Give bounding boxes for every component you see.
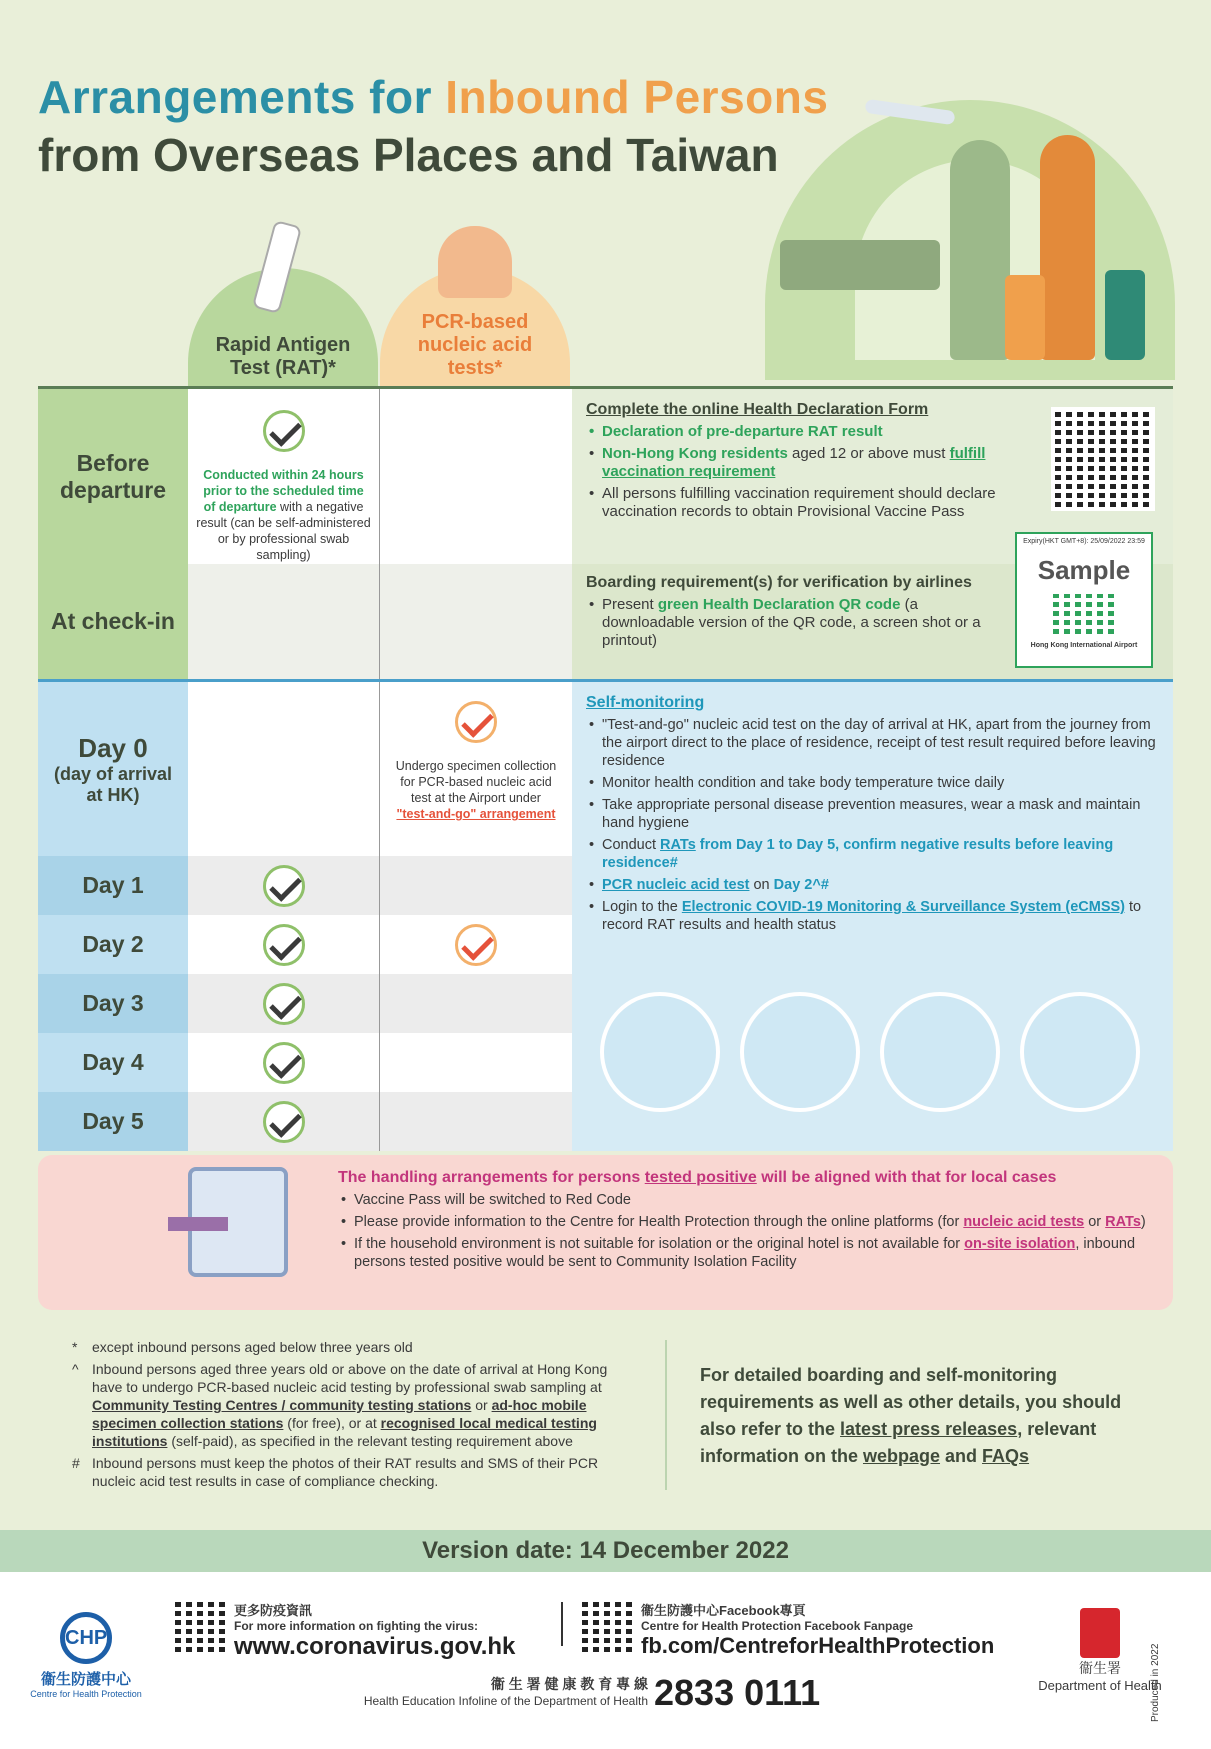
- press-releases-link[interactable]: latest press releases: [840, 1419, 1018, 1439]
- test-and-go-note: Undergo specimen collection for PCR-based nucleic acid test at the Airport under "test-and-go" arrangement: [395, 759, 557, 821]
- rat-column-header: Rapid Antigen Test (RAT)*: [188, 268, 378, 386]
- thermometer-icon: [880, 992, 1000, 1112]
- row-day-2: Day 2: [38, 915, 1173, 974]
- rats-link[interactable]: RATs: [660, 837, 696, 853]
- footnotes: * except inbound persons aged below three years old ^ Inbound persons aged three years old or above on the date of arrival at Hong Kong have to undergo PCR-based nucleic acid testing by professional swab sampling at Community Testing Centres / community testing stations or ad-hoc mobile specimen collection stations (for free), or at recognised local medical testing institutions (self-paid), as specified in the relevant testing requirement above # Inbound persons must keep the photos of their RAT results and SMS of their PCR nucleic acid test results in case of compliance checking.: [72, 1339, 608, 1489]
- footer: CHP 衞生防護中心 Centre for Health Protection 更多防疫資訊 For more information on fighting the virus: www.coronavirus.gov.hk 衞生防護中心Facebook專頁 Centre for Health Protection Facebook Fanpage fb.com/CentreforHealthProtection 衞 生 署 健 康 教 育 專 線 Health Education Infoline of the Department of Health 2833 0111 衞生署 Department of Health Produced in 2022: [0, 1572, 1211, 1749]
- checkmark-icon: [263, 924, 305, 966]
- vaccination-item: • Non-Hong Kong residents aged 12 or above must fulfill vaccination requirement: [586, 445, 996, 481]
- vaccination-link[interactable]: fulfill vaccination requirement: [602, 445, 986, 480]
- airport-illustration: [765, 100, 1175, 380]
- facebook-url-link[interactable]: fb.com/CentreforHealthProtection: [641, 1633, 995, 1658]
- doh-emblem-icon: [1080, 1608, 1120, 1658]
- monitor-item: • Login to the Electronic COVID-19 Monitoring & Surveillance System (eCMSS) to record RAT results and health status: [586, 898, 1159, 934]
- checkmark-icon: [263, 410, 305, 452]
- checkmark-icon: [263, 865, 305, 907]
- seats-icon: [780, 240, 940, 290]
- page-title: Arrangements for Inbound Persons: [38, 71, 829, 123]
- row-day-4: Day 4: [38, 1033, 1173, 1092]
- suitcase-icon: [1105, 270, 1145, 360]
- mask-icon: [740, 992, 860, 1112]
- rat-kit-icon: [252, 220, 302, 314]
- row-day-5: Day 5: [38, 1092, 1173, 1151]
- traveller-icon: [950, 140, 1010, 360]
- boarding-heading: Boarding requirement(s) for verification by airlines: [586, 574, 972, 591]
- mobile-stations-link[interactable]: ad-hoc mobile specimen collection stations: [92, 1397, 587, 1431]
- checkmark-icon: [455, 924, 497, 966]
- qr-code-item: • Present green Health Declaration QR code (a downloadable version of the QR code, a screen shot or a printout): [586, 596, 996, 650]
- rat-before-note: Conducted within 24 hours prior to the scheduled time of departure with a negative result (can be self-administered or by professional swab sampling): [196, 468, 371, 562]
- positive-heading: The handling arrangements for persons tested positive will be aligned with that for local cases: [338, 1169, 1057, 1186]
- positive-item: • Vaccine Pass will be switched to Red Code: [338, 1191, 1158, 1209]
- row-label: At check-in: [38, 564, 188, 679]
- nat-link[interactable]: nucleic acid tests: [963, 1214, 1085, 1230]
- self-monitoring-heading[interactable]: Self-monitoring: [586, 694, 705, 711]
- divider: [665, 1340, 667, 1490]
- row-before-departure: [38, 386, 1173, 564]
- checkmark-icon: [263, 1101, 305, 1143]
- detail-note: For detailed boarding and self-monitoring requirements as well as other details, you should also refer to the latest press releases, relevant information on the webpage and FAQs: [700, 1365, 1122, 1466]
- handwash-icon: [600, 992, 720, 1112]
- monitor-item: • Monitor health condition and take body temperature twice daily: [586, 774, 1159, 792]
- row-day-3: Day 3: [38, 974, 1173, 1033]
- pre-departure-rat-item: • Declaration of pre-departure RAT result: [586, 423, 996, 441]
- test-and-go-link[interactable]: "test-and-go" arrangement: [396, 807, 556, 821]
- faqs-link[interactable]: FAQs: [982, 1446, 1030, 1466]
- self-monitoring-panel: [572, 682, 1173, 1151]
- testing-centres-link[interactable]: Community Testing Centres / community testing stations: [92, 1397, 472, 1413]
- monitor-item: • PCR nucleic acid test on Day 2^#: [586, 876, 1159, 894]
- swab-icon: [438, 226, 512, 298]
- qr-code-icon: [1049, 590, 1119, 638]
- medical-institutions-link[interactable]: recognised local medical testing institutions: [92, 1415, 597, 1449]
- positive-item: • Please provide information to the Centre for Health Protection through the online platforms (for nucleic acid tests or RATs): [338, 1213, 1158, 1231]
- page-subtitle: from Overseas Places and Taiwan: [38, 129, 779, 181]
- checkmark-icon: [455, 701, 497, 743]
- qr-code-icon[interactable]: [175, 1602, 225, 1652]
- chp-logo: CHP 衞生防護中心 Centre for Health Protection: [26, 1612, 146, 1699]
- suitcase-icon: [1005, 275, 1045, 360]
- onsite-isolation-link[interactable]: on-site isolation: [964, 1236, 1076, 1252]
- infoline-number[interactable]: 2833 0111: [654, 1672, 821, 1713]
- monitor-item: • Take appropriate personal disease prevention measures, wear a mask and maintain hand hygiene: [586, 796, 1159, 832]
- positive-cases-panel: [38, 1155, 1173, 1310]
- qr-code-icon[interactable]: [582, 1602, 632, 1652]
- rat-kit-icon: [1020, 992, 1140, 1112]
- version-bar: Version date: 14 December 2022: [0, 1530, 1211, 1572]
- row-day-1: Day 1: [38, 856, 1173, 915]
- webpage-link[interactable]: webpage: [862, 1446, 941, 1466]
- pcr-link[interactable]: PCR nucleic acid test: [602, 877, 750, 893]
- tested-positive-link[interactable]: tested positive: [644, 1169, 757, 1186]
- vaccine-pass-item: • All persons fulfilling vaccination requirement should declare vaccination records to obtain Provisional Vaccine Pass: [586, 485, 996, 521]
- row-label: Before departure: [38, 389, 188, 564]
- positive-item: • If the household environment is not suitable for isolation or the original hotel is not available for on-site isolation, inbound persons tested positive would be sent to Community Isolation Facility: [338, 1235, 1158, 1271]
- checkmark-icon: [263, 983, 305, 1025]
- sample-qr-card: Expiry(HKT GMT+8): 25/09/2022 23:59 Sample Hong Kong International Airport: [1015, 532, 1153, 668]
- checkmark-icon: [263, 1042, 305, 1084]
- monitor-item: • Conduct RATs from Day 1 to Day 5, confirm negative results before leaving residence#: [586, 836, 1159, 872]
- qr-code-icon[interactable]: [1051, 407, 1155, 511]
- traveller-icon: [1040, 135, 1095, 360]
- monitor-item: • "Test-and-go" nucleic acid test on the day of arrival at HK, apart from the journey from the airport direct to the place of residence, receipt of test result required before leaving residence: [586, 716, 1159, 770]
- pcr-column-header: PCR-based nucleic acid tests*: [380, 268, 570, 386]
- health-declaration-heading: Complete the online Health Declaration Form: [586, 401, 929, 418]
- rat-link[interactable]: RATs: [1105, 1214, 1141, 1230]
- row-label: Day 0 (day of arrival at HK): [38, 682, 188, 856]
- row-check-in: [38, 538, 1173, 682]
- arrow-icon: [168, 1217, 228, 1231]
- ecmss-link[interactable]: Electronic COVID-19 Monitoring & Surveillance System (eCMSS): [681, 899, 1125, 915]
- coronavirus-url-link[interactable]: www.coronavirus.gov.hk: [234, 1633, 516, 1660]
- doh-logo: 衞生署 Department of Health: [1030, 1608, 1170, 1693]
